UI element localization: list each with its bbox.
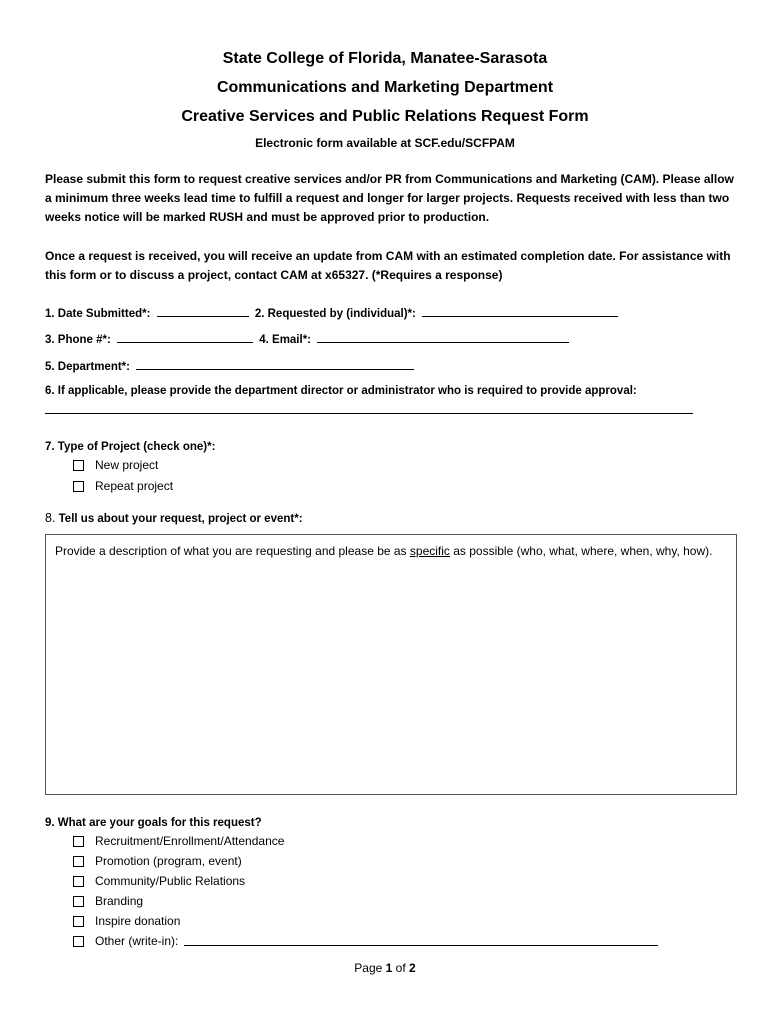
q9-label: 9. What are your goals for this request?: [45, 817, 262, 829]
current-page: 1: [385, 961, 393, 975]
email-label: 4. Email*:: [259, 334, 312, 346]
checkbox-recruitment[interactable]: [73, 836, 84, 847]
page-number: [0, 961, 770, 975]
q7-label: 7. Type of Project (check one)*:: [45, 441, 216, 453]
option-label: Inspire donation: [95, 914, 181, 928]
goal-option-recruitment[interactable]: [73, 834, 284, 848]
college-title: State College of Florida, Manatee-Sarasota: [222, 50, 548, 67]
row-date-requested: [45, 305, 621, 320]
approval-label: 6. If applicable, please provide the department director or administrator who is required to provide approval:: [45, 385, 637, 397]
checkbox-repeat-project[interactable]: [73, 481, 84, 492]
goal-option-branding[interactable]: [73, 894, 143, 908]
description-prompt-underlined: specific: [409, 544, 450, 558]
form-subtitle: Electronic form available at SCF.edu/SCFPAM: [255, 136, 515, 150]
of-word: of: [395, 961, 406, 975]
phone-label: 3. Phone #*:: [45, 334, 111, 346]
q7-option-new[interactable]: [73, 458, 158, 472]
q8-number: 8.: [45, 511, 56, 525]
option-label: Other (write-in):: [95, 934, 179, 948]
option-label: Promotion (program, event): [95, 854, 242, 868]
goal-option-promotion[interactable]: [73, 854, 242, 868]
option-label: Branding: [95, 894, 144, 908]
row-phone-email: [45, 331, 572, 346]
goal-option-community[interactable]: [73, 874, 245, 888]
requested-by-field[interactable]: [422, 305, 618, 317]
department-label: 5. Department*:: [45, 361, 130, 373]
q8-label: Tell us about your request, project or event*:: [58, 513, 303, 525]
q7-option-repeat[interactable]: [73, 479, 173, 493]
page-word: Page: [354, 961, 383, 975]
phone-field[interactable]: [117, 331, 253, 343]
request-description-textarea[interactable]: [45, 534, 737, 795]
total-pages: 2: [409, 961, 416, 975]
intro-paragraph-2: Once a request is received, you will receive an update from CAM with an estimated completion date. For assistance with this form or to discuss a project, contact CAM at x65327. (*Requires a response): [45, 249, 731, 282]
date-submitted-field[interactable]: [157, 305, 249, 317]
other-write-in-field[interactable]: [184, 936, 658, 946]
approval-field[interactable]: [45, 401, 693, 414]
checkbox-new-project[interactable]: [73, 460, 84, 471]
checkbox-community[interactable]: [73, 876, 84, 887]
row-department: [45, 358, 417, 373]
form-title: Creative Services and Public Relations Request Form: [181, 108, 589, 125]
goal-option-other[interactable]: [73, 934, 661, 948]
option-label: Recruitment/Enrollment/Attendance: [95, 834, 285, 848]
option-label: Community/Public Relations: [95, 874, 246, 888]
description-prompt-pre: Provide a description of what you are requesting and please be as: [55, 544, 410, 558]
checkbox-other[interactable]: [73, 936, 84, 947]
email-field[interactable]: [317, 331, 569, 343]
date-submitted-label: 1. Date Submitted*:: [45, 308, 151, 320]
option-label: New project: [95, 458, 159, 472]
department-title: Communications and Marketing Department: [216, 79, 554, 96]
checkbox-branding[interactable]: [73, 896, 84, 907]
checkbox-promotion[interactable]: [73, 856, 84, 867]
goal-option-donation[interactable]: [73, 914, 180, 928]
checkbox-donation[interactable]: [73, 916, 84, 927]
department-field[interactable]: [136, 358, 414, 370]
requested-by-label: 2. Requested by (individual)*:: [254, 308, 416, 320]
intro-paragraph-1: Please submit this form to request creative services and/or PR from Communications and Marketing (CAM). Please allow a minimum three weeks lead time to fulfill a request and longer for larger projects. Requests received with less than two weeks notice will be marked RUSH and must be approved prior to production.: [45, 172, 734, 224]
option-label: Repeat project: [95, 479, 174, 493]
description-prompt-post: as possible (who, what, where, when, why, how).: [449, 544, 713, 558]
q8-heading: [45, 511, 303, 525]
